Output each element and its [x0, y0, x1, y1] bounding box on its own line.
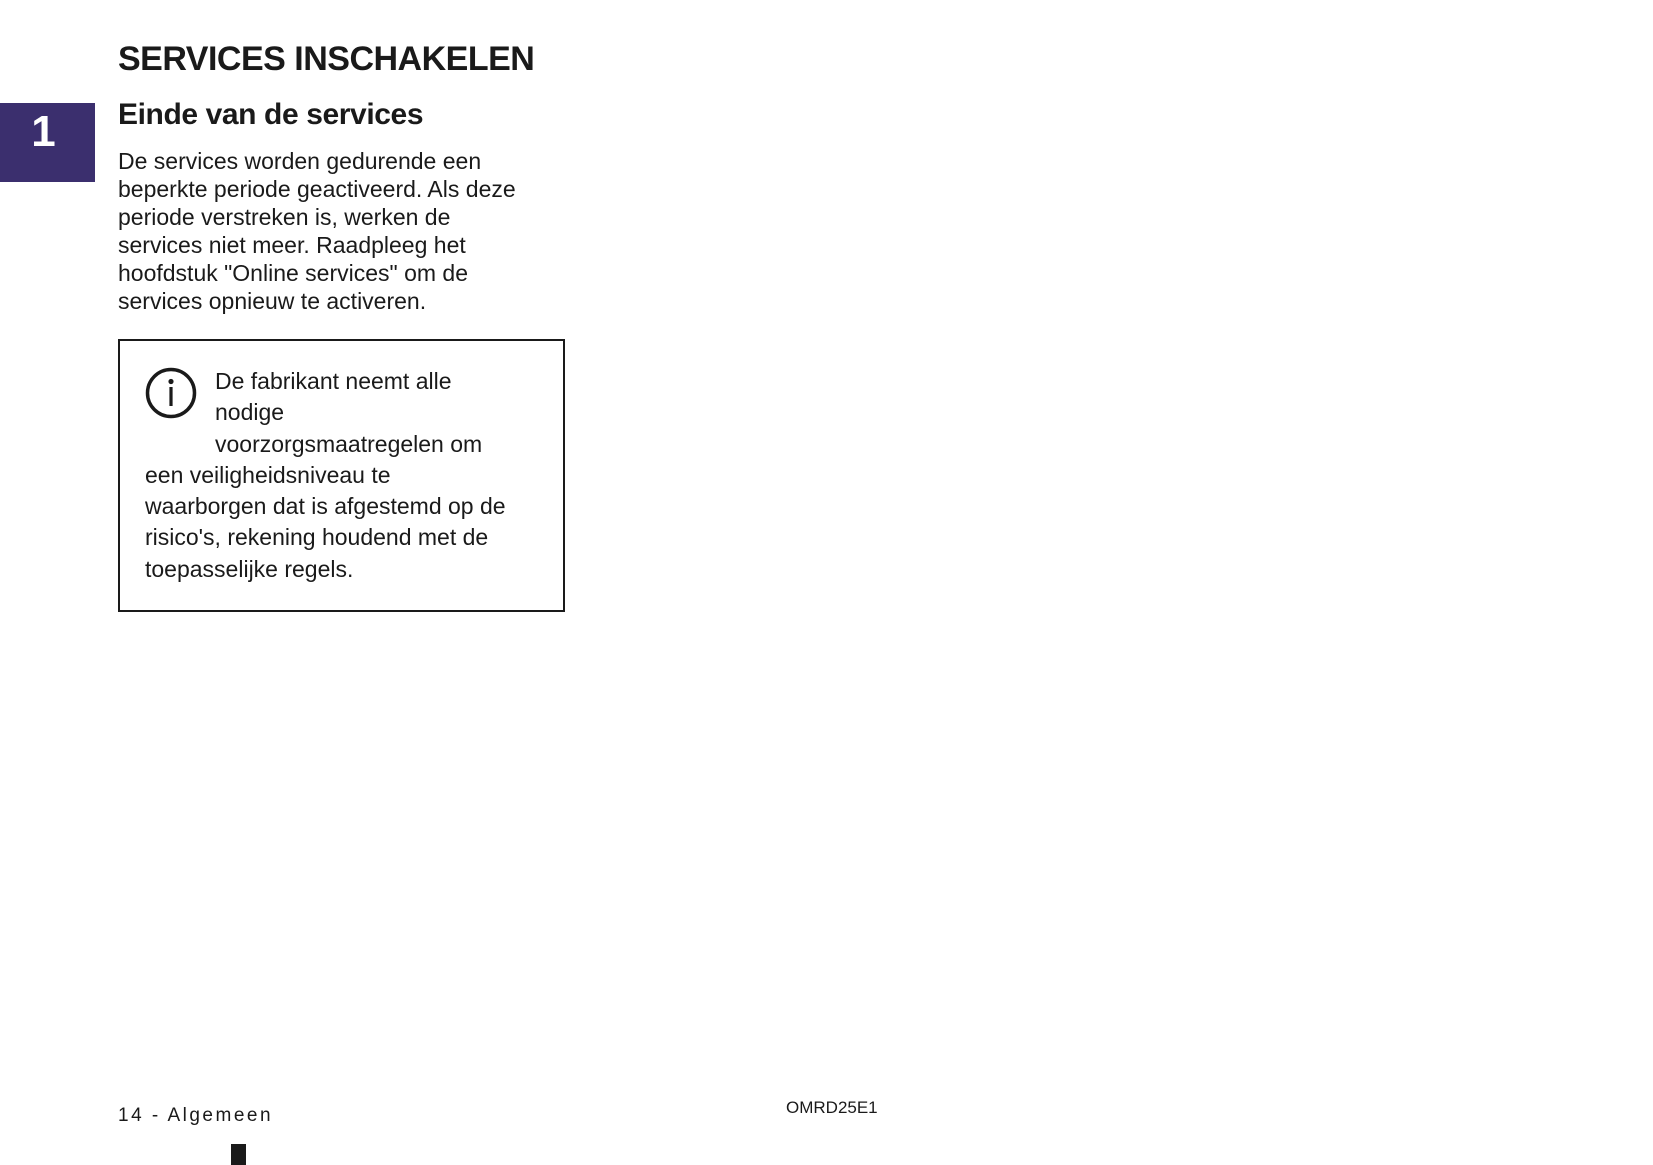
info-note-text	[145, 366, 555, 585]
info-line: een veiligheidsniveau te	[145, 461, 391, 488]
body-line: De services worden gedurende een	[118, 148, 482, 174]
page-marker	[231, 1144, 246, 1165]
info-line: De fabrikant neemt alle	[215, 368, 452, 394]
chapter-tab	[0, 103, 95, 182]
body-paragraph	[118, 147, 578, 315]
section-heading: Einde van de services	[118, 98, 424, 131]
page-title: SERVICES INSCHAKELEN	[118, 40, 535, 78]
footer-document-code: OMRD25E1	[786, 1098, 878, 1117]
info-line: toepasselijke regels.	[145, 555, 354, 582]
info-line: voorzorgsmaatregelen om	[215, 430, 483, 457]
info-note-box	[118, 339, 565, 612]
body-line: periode verstreken is, werken de	[118, 204, 451, 230]
footer-page-label: 14 - Algemeen	[118, 1105, 274, 1126]
info-line: risico's, rekening houdend met de	[145, 524, 489, 551]
body-line: services niet meer. Raadpleeg het	[118, 232, 466, 258]
info-line: nodige	[215, 399, 285, 426]
info-line: waarborgen dat is afgestemd op de	[145, 493, 506, 520]
chapter-number: 1	[31, 107, 56, 156]
body-line: hoofdstuk "Online services" om de	[118, 260, 468, 286]
body-line: services opnieuw te activeren.	[118, 288, 427, 314]
body-line: beperkte periode geactiveerd. Als deze	[118, 176, 516, 202]
